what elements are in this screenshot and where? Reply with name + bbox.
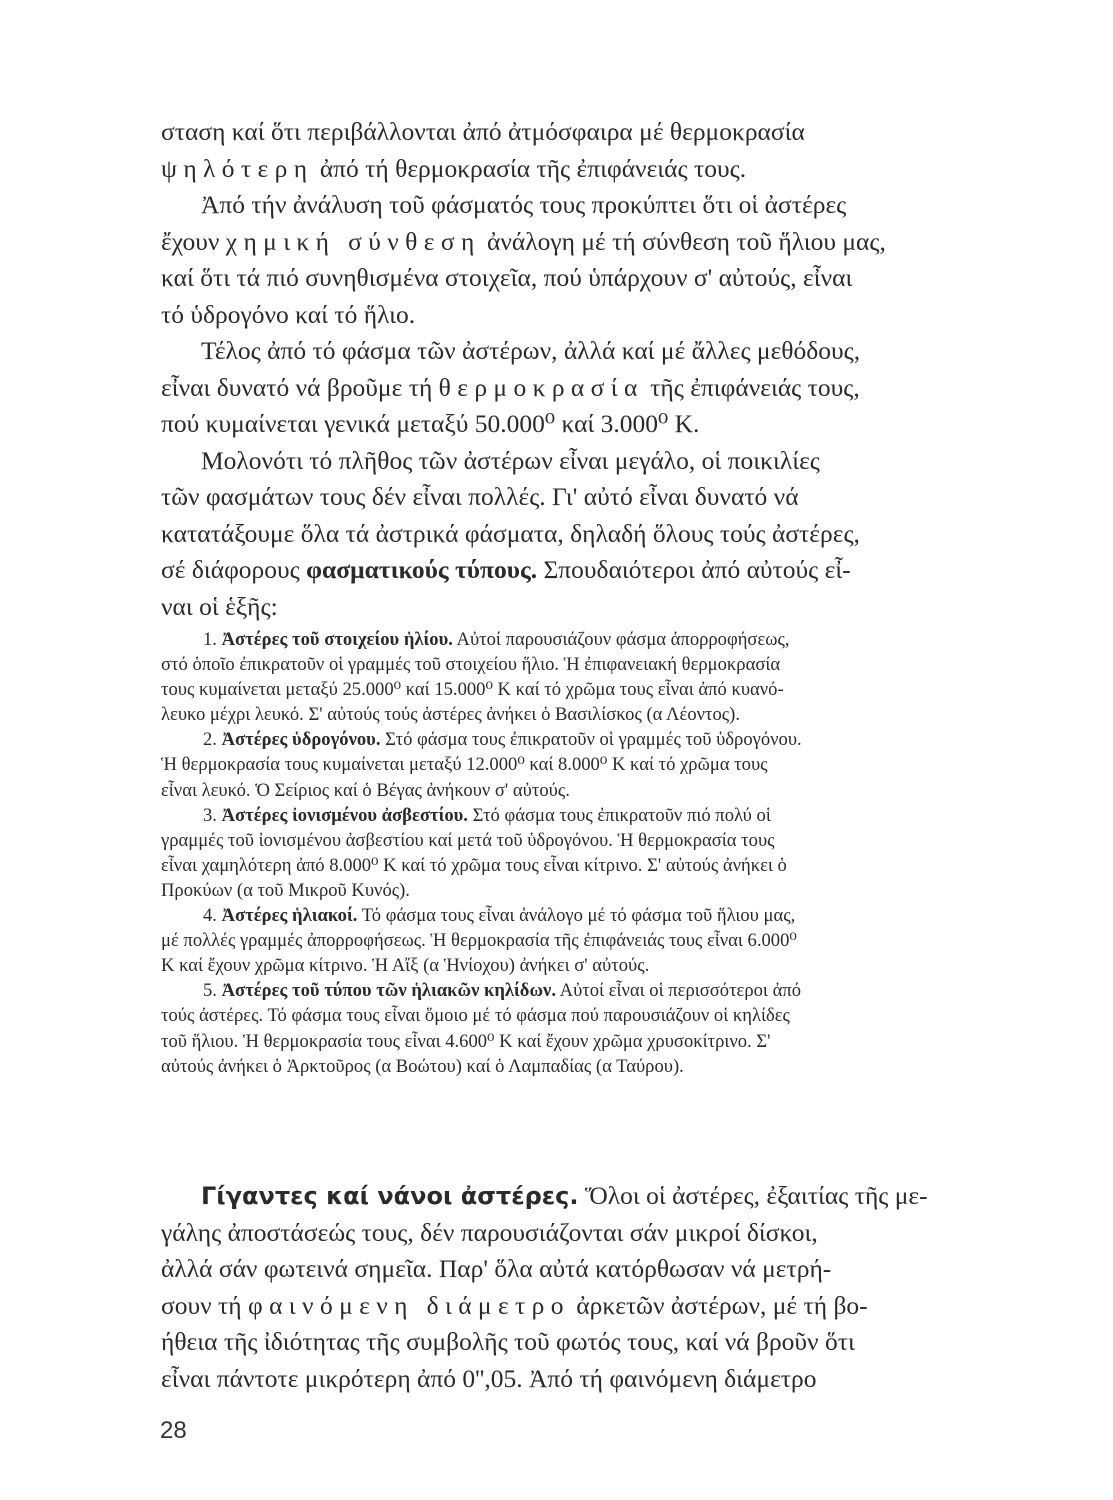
text-line: γραμμές τοῦ ἰονισμένου ἀσβεστίου καί μετά τοῦ ὑδρογόνου. Ἡ θερμοκρασία τους <box>161 829 775 851</box>
text-line: εἶναι δυνατό νά βροῦμε τή θερμοκρασία τῆς ἐπιφάνειάς τους, <box>161 372 860 402</box>
text-line: εἶναι πάντοτε μικρότερη ἀπό 0'',05. Ἀπό τή φαινόμενη διάμετρο <box>161 1363 817 1393</box>
text-line: σταση καί ὅτι περιβάλλονται ἀπό ἀτμόσφαιρα μέ θερμοκρασία <box>161 117 805 146</box>
star-types-list <box>161 627 1025 1079</box>
section-heading: Γίγαντες καί νάνοι ἀστέρες. <box>201 1182 579 1210</box>
list-item: 1. Ἀστέρες τοῦ στοιχείου ἡλίου. Αὐτοί παρουσιάζουν φάσμα ἀπορροφήσεως, <box>203 629 790 650</box>
text-line: Μολονότι τό πλῆθος τῶν ἀστέρων εἶναι μεγάλο, οἱ ποικιλίες <box>201 445 820 475</box>
text-line: ναι οἱ ἑξῆς: <box>161 591 278 621</box>
text-line: ήθεια τῆς ἰδιότητας τῆς συμβολῆς τοῦ φωτός τους, καί νά βροῦν ὅτι <box>161 1327 855 1356</box>
list-item: 5. Ἀστέρες τοῦ τύπου τῶν ἡλιακῶν κηλίδων. Αὐτοί εἶναι οἱ περισσότεροι ἀπό <box>203 980 802 1002</box>
text-line: τό ὑδρογόνο καί τό ἥλιο. <box>161 299 416 329</box>
text-line: ψηλότερη ἀπό τή θερμοκρασία τῆς ἐπιφάνειάς τους. <box>161 153 747 183</box>
text-line: Ἡ θερμοκρασία τους κυμαίνεται μεταξύ 12.000⁰ καί 8.000⁰ Κ καί τό χρῶμα τους <box>161 754 768 776</box>
text-line: Γίγαντες καί νάνοι ἀστέρες. Ὅλοι οἱ ἀστέρες, ἐξαιτίας τῆς με- <box>201 1181 928 1210</box>
text-line: γάλης ἀποστάσεώς τους, δέν παρουσιάζονται σάν μικροί δίσκοι, <box>161 1217 818 1247</box>
text-line: Ἀπό τήν ἀνάλυση τοῦ φάσματός τους προκύπτει ὅτι οἱ ἀστέρες <box>201 190 847 219</box>
text-line: τους κυμαίνεται μεταξύ 25.000⁰ καί 15.000⁰ Κ καί τό χρῶμα τους εἶναι ἀπό κυανό- <box>161 679 784 701</box>
text-line: αὐτούς ἀνήκει ὁ Ἀρκτοῦρος (α Βοώτου) καί ὁ Λαμπαδίας (α Ταύρου). <box>161 1055 684 1077</box>
text-line: σουν τή φαινόμενη διάμετρο ἀρκετῶν ἀστέρων, μέ τή βο- <box>161 1290 868 1320</box>
paragraph-block-1 <box>161 114 1025 625</box>
text-line: Τέλος ἀπό τό φάσμα τῶν ἀστέρων, ἀλλά καί μέ ἄλλες μεθόδους, <box>201 336 861 365</box>
text-line: καί ὅτι τά πιό συνηθισμένα στοιχεῖα, πού ὑπάρχουν σ' αὐτούς, εἶναι <box>161 263 853 292</box>
text-line: Κ καί ἔχουν χρῶμα κίτρινο. Ἡ Αἴξ (α Ἡνίοχου) ἀνήκει σ' αὐτούς. <box>161 955 650 977</box>
text-line: πού κυμαίνεται γενικά μεταξύ 50.000⁰ καί 3.000⁰ Κ. <box>161 409 700 438</box>
text-line: σέ διάφορους φασματικούς τύπους. Σπουδαιότεροι ἀπό αὐτούς εἶ- <box>161 555 851 584</box>
text-line: λευκο μέχρι λευκό. Σ' αὐτούς τούς ἀστέρες ἀνήκει ὁ Βασιλίσκος (α Λέοντος). <box>161 704 741 726</box>
list-item: 3. Ἀστέρες ἰονισμένου ἀσβεστίου. Στό φάσμα τους ἐπικρατοῦν πιό πολύ οἱ <box>203 804 771 826</box>
list-item: 2. Ἀστέρες ὑδρογόνου. Στό φάσμα τους ἐπικρατοῦν οἱ γραμμές τοῦ ὑδρογόνου. <box>203 729 802 751</box>
text-line: κατατάξουμε ὅλα τά ἀστρικά φάσματα, δηλαδή ὅλους τούς ἀστέρες, <box>161 518 860 548</box>
text-line: εἶναι χαμηλότερη ἀπό 8.000⁰ Κ καί τό χρῶμα τους εἶναι κίτρινο. Σ' αὐτούς ἀνήκει ὁ <box>161 854 787 876</box>
text-line: τῶν φασμάτων τους δέν εἶναι πολλές. Γι' αὐτό εἶναι δυνατό νά <box>161 482 799 511</box>
text-line: στό ὁποῖο ἐπικρατοῦν οἱ γραμμές τοῦ στοιχείου ἥλιο. Ἡ ἐπιφανειακή θερμοκρασία <box>161 654 781 676</box>
text-line: τούς ἀστέρες. Τό φάσμα τους εἶναι ὅμοιο μέ τό φάσμα πού παρουσιάζουν οἱ κηλίδες <box>161 1005 790 1027</box>
text-line: μέ πολλές γραμμές ἀπορροφήσεως. Ἡ θερμοκρασία τῆς ἐπιφάνειάς τους εἶναι 6.000⁰ <box>161 930 797 952</box>
text-line: Προκύων (α τοῦ Μικροῦ Κυνός). <box>161 879 410 901</box>
list-item: 4. Ἀστέρες ἡλιακοί. Τό φάσμα τους εἶναι ἀνάλογο μέ τό φάσμα τοῦ ἥλιου μας, <box>203 905 796 927</box>
paragraph-block-2 <box>161 1178 1025 1397</box>
text-line: ἔχουν χημική σύνθεση ἀνάλογη μέ τή σύνθεση τοῦ ἥλιου μας, <box>161 226 886 256</box>
text-line: ἀλλά σάν φωτεινά σημεῖα. Παρ' ὅλα αὐτά κατόρθωσαν νά μετρή- <box>161 1254 832 1283</box>
text-line: εἶναι λευκό. Ὁ Σείριος καί ὁ Βέγας ἀνήκουν σ' αὐτούς. <box>161 779 570 801</box>
text-line: τοῦ ἥλιου. Ἡ θερμοκρασία τους εἶναι 4.600⁰ Κ καί ἔχουν χρῶμα χρυσοκίτρινο. Σ' <box>161 1030 771 1052</box>
page-number: 28 <box>160 1417 187 1444</box>
